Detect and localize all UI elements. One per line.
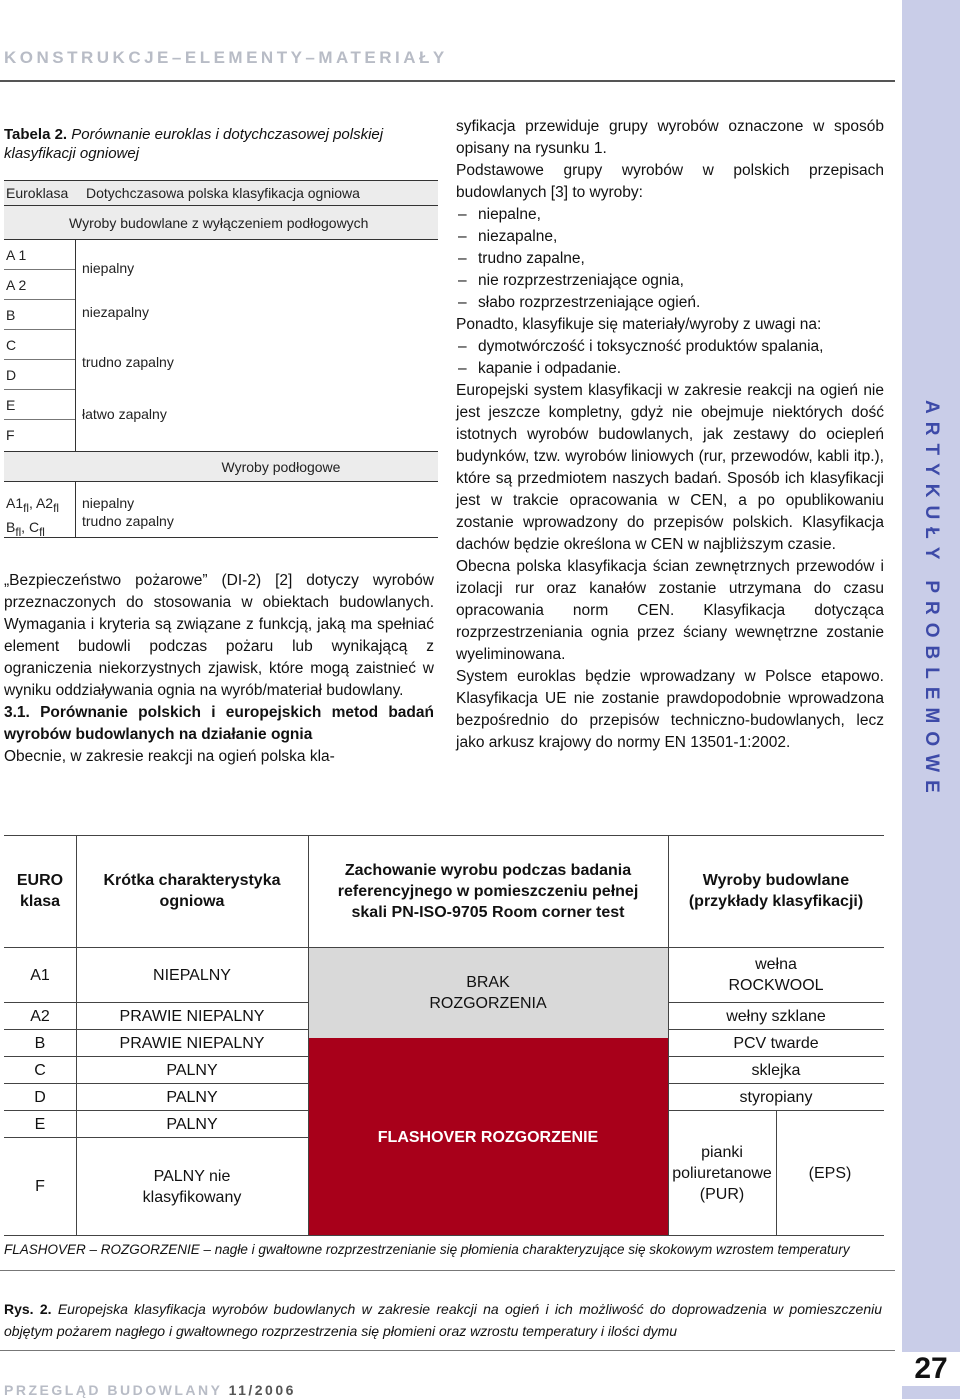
characteristic: PALNY nie klasyfikowany bbox=[142, 1167, 242, 1206]
no-flashover-cell: BRAK ROZGORZENIA bbox=[308, 948, 668, 1038]
characteristic: NIEPALNY bbox=[153, 966, 231, 984]
header-characteristics: Krótka charakterystyka ogniowa bbox=[103, 872, 281, 910]
figure-caption bbox=[4, 1298, 882, 1342]
paragraph: syfikacja przewiduje grupy wyrobów oznaczone w sposób opisany na rysunku 1. bbox=[456, 118, 884, 157]
table2-class: B bbox=[4, 300, 75, 330]
euro-class: A1 bbox=[30, 966, 50, 984]
section-header: KONSTRUKCJE–ELEMENTY–MATERIAŁY bbox=[4, 48, 448, 67]
floor-class-b: B bbox=[6, 518, 16, 535]
table2-polish: niezapalny bbox=[82, 304, 149, 320]
table2-subheader-1: Wyroby budowlane z wyłączeniem podłogowych bbox=[4, 206, 438, 240]
product-example: wełna ROCKWOOL bbox=[728, 956, 824, 994]
product-example: wełny szklane bbox=[726, 1007, 826, 1025]
table2-floor-polish bbox=[82, 494, 174, 530]
paragraph: „Bezpieczeństwo pożarowe” (DI-2) [2] dotyczy wyrobów przeznaczonych do stosowania w obiektach budowlanych. Wymagania i kryteria są związane z funkcją, jaką ma spełniać element budowli podczas pożaru lub wynikającą z ograniczenia niekorzystnych zjawisk, które mogą zaistnieć w wyniku oddziaływania ognia na wyrób/materiał budowlany. bbox=[4, 572, 434, 699]
characteristic: PALNY bbox=[166, 1088, 218, 1106]
section-heading: 3.1. Porównanie polskich i europejskich metod badań wyrobów budowlanych na działanie ognia bbox=[4, 704, 434, 743]
figure-caption-text: Europejska klasyfikacja wyrobów budowlanych w zakresie reakcji na ogień i ich możliwość do doprowadzenia w pomieszczeniu objętym pożarem nagłego i gwałtownego rozprzestrzenia się płomieni oraz wzrostu temperatury i ilości dymu bbox=[4, 1301, 883, 1339]
table2-class: C bbox=[4, 330, 75, 360]
table2-body bbox=[4, 240, 438, 452]
table2 bbox=[4, 180, 438, 538]
list-item: – trudno zapalne, bbox=[456, 248, 884, 270]
euro-class: C bbox=[34, 1061, 46, 1079]
flashover-cell: FLASHOVER ROZGORZENIE bbox=[308, 1038, 668, 1236]
header-euro-klasa: EURO klasa bbox=[16, 872, 64, 910]
euro-class: B bbox=[34, 1034, 46, 1052]
table2-col-polish: Dotychczasowa polska klasyfikacja ogniowa bbox=[86, 185, 360, 201]
table2-floor-row bbox=[4, 482, 438, 538]
product-example: PCV twarde bbox=[733, 1034, 819, 1052]
euro-class: A2 bbox=[30, 1007, 50, 1025]
table2-polish: trudno zapalny bbox=[82, 354, 174, 370]
floor-class-a1: A1 bbox=[6, 495, 24, 511]
list-item: – słabo rozprzestrzeniające ogień. bbox=[456, 292, 884, 314]
product-example-pur: pianki poliuretanowe (PUR) bbox=[672, 1143, 772, 1203]
table2-subheader-2: Wyroby podłogowe bbox=[4, 452, 438, 482]
paragraph: Ponadto, klasyfikuje się materiały/wyroby z uwagi na: bbox=[456, 316, 822, 333]
paragraph: Obecnie, w zakresie reakcji na ogień polska kla- bbox=[4, 748, 335, 765]
caption-rule bbox=[0, 1270, 895, 1271]
table2-col-euroklasa: Euroklasa bbox=[6, 185, 69, 201]
product-example-eps: (EPS) bbox=[808, 1164, 852, 1182]
journal-footer bbox=[4, 1382, 296, 1398]
header-room-corner-test: Zachowanie wyrobu podczas badania referencyjnego w pomieszczeniu pełnej skali PN-ISO-9705 Room corner test bbox=[337, 861, 639, 921]
table2-polish: łatwo zapalny bbox=[82, 406, 167, 422]
table2-label: Tabela 2. bbox=[4, 126, 68, 143]
sidebar-label: ARTYKUŁY PROBLEMOWE bbox=[921, 400, 942, 801]
table2-class: E bbox=[4, 390, 75, 420]
list-item: – niepalne, bbox=[456, 204, 884, 226]
table2-floor-classes: $A1_{fl}$, $A2_{fl}$ $B_{fl}$, $C_{fl}$ bbox=[4, 482, 76, 538]
euro-class: F bbox=[35, 1178, 45, 1195]
table2-class: A 2 bbox=[4, 270, 75, 300]
table2-caption bbox=[4, 125, 436, 163]
list-item: – nie rozprzestrzeniające ognia, bbox=[456, 270, 884, 292]
characteristic: PRAWIE NIEPALNY bbox=[119, 1007, 265, 1025]
table2-header-row bbox=[4, 180, 438, 206]
product-example: sklejka bbox=[751, 1061, 801, 1079]
journal-issue: 11/2006 bbox=[228, 1382, 296, 1398]
left-column bbox=[4, 570, 434, 768]
paragraph: System euroklas będzie wprowadzany w Polsce etapowo. Klasyfikacja UE nie zostanie prawdopodobnie wprowadzona bezpośrednio do przepisów techniczno-budowlanych, lecz jako arkusz krajowy do normy EN 13501-1:2002. bbox=[456, 668, 884, 751]
classification-table bbox=[4, 835, 884, 1235]
caption-rule-bottom bbox=[0, 1350, 895, 1351]
table2-caption-text: Porównanie euroklas i dotychczasowej polskiej klasyfikacji ogniowej bbox=[4, 126, 384, 162]
paragraph: Obecna polska klasyfikacja ścian zewnętrznych przewodów i izolacji rur oraz kanałów zostanie utrzymana do czasu opracowania norm CEN. Klasyfikacja dotycząca rozprzestrzeniania ognia przez ściany wewnętrzne zostanie wyeliminowana. bbox=[456, 558, 884, 663]
table2-class: D bbox=[4, 360, 75, 390]
characteristic: PRAWIE NIEPALNY bbox=[119, 1034, 265, 1052]
list-item: – dymotwórczość i toksyczność produktów spalania, bbox=[456, 336, 884, 358]
list-item: – niezapalne, bbox=[456, 226, 884, 248]
header-products: Wyroby budowlane (przykłady klasyfikacji) bbox=[688, 872, 864, 910]
right-column bbox=[456, 116, 884, 754]
characteristic: PALNY bbox=[166, 1115, 218, 1133]
floor-polish: niepalny bbox=[82, 495, 135, 511]
floor-polish: trudno zapalny bbox=[82, 513, 174, 529]
euro-class: D bbox=[34, 1088, 46, 1106]
product-example: styropiany bbox=[739, 1088, 813, 1106]
paragraph: Europejski system klasyfikacji w zakresie reakcji na ogień nie jest jeszcze kompletny, gdyż nie obejmuje niektórych dość istotnych wyrobów budowlanych, jak zestawy do ociepleń budynków, tzw. wyrobów liniowych (rur, przewodów, kabli itp.), które są przedmiotem naszych badań. Sposób ich klasyfikacji jest w trakcie opracowania w CEN, a po opublikowaniu zostanie wprowadzony do przepisów polskich. Klasyfikacja dachów będzie określona w CEN w najbliższym czasie. bbox=[456, 382, 884, 553]
journal-name: PRZEGLĄD BUDOWLANY bbox=[4, 1382, 223, 1398]
flashover-definition: FLASHOVER – ROZGORZENIE – nagłe i gwałtowne rozprzestrzenianie się płomienia charakteryzujące się skokowym wzrostem temperatury bbox=[4, 1242, 850, 1257]
table2-polish: niepalny bbox=[82, 260, 135, 276]
table2-class: F bbox=[6, 427, 15, 443]
page-number: 27 bbox=[902, 1352, 960, 1386]
figure-label: Rys. 2. bbox=[4, 1301, 52, 1317]
table2-class: A 1 bbox=[4, 240, 75, 270]
table2-classes bbox=[4, 240, 76, 452]
characteristic: PALNY bbox=[166, 1061, 218, 1079]
list-item: – kapanie i odpadanie. bbox=[456, 358, 884, 380]
euro-class: E bbox=[34, 1115, 46, 1133]
paragraph: Podstawowe grupy wyrobów w polskich przepisach budowlanych [3] to wyroby: bbox=[456, 162, 884, 201]
header-rule bbox=[0, 80, 895, 82]
